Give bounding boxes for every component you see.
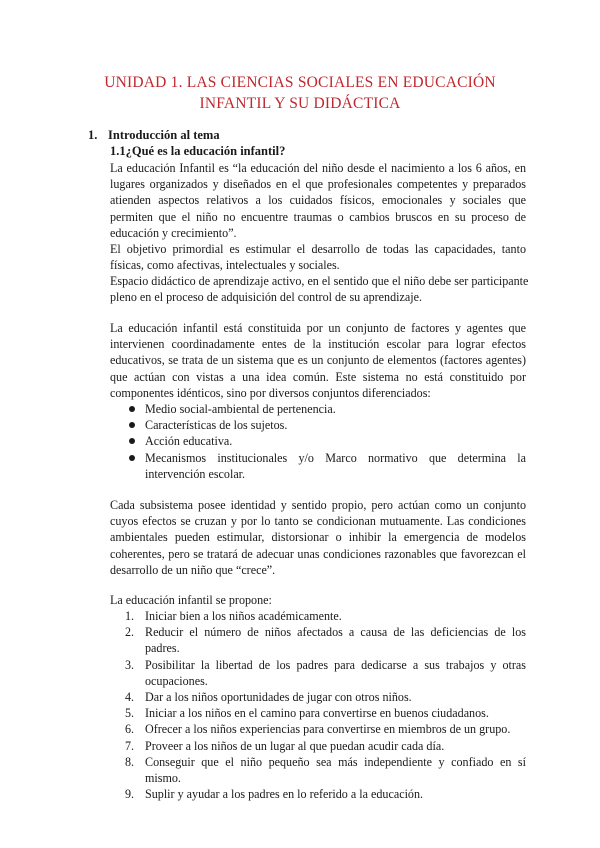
- paragraph-line: componentes idénticos, sino por diversos conjuntos diferenciados:: [110, 385, 431, 400]
- bullet-item: [110, 433, 526, 449]
- item-text: Iniciar a los niños en el camino para convertirse en buenos ciudadanos.: [145, 706, 489, 721]
- paragraph-line: La educación infantil se propone:: [110, 593, 272, 607]
- bullet-text: Acción educativa.: [145, 434, 233, 449]
- numbered-item: [110, 721, 526, 737]
- paragraph-line: Espacio didáctico de aprendizaje activo, en el sentido que el niño debe ser participante: [110, 274, 529, 288]
- numbered-item: [110, 689, 526, 705]
- item-number: 1.: [125, 609, 135, 623]
- paragraph-line: La educación Infantil es “la educación del niño desde el nacimiento a los 6 años, en: [110, 161, 526, 175]
- bullet-item: [110, 401, 526, 417]
- numbered-item: [110, 705, 526, 721]
- paragraph-definition: [110, 160, 526, 241]
- bullet-text: Características de los sujetos.: [145, 418, 288, 433]
- paragraph-line: atienden aspectos relativos a los cuidados físicos, emocionales y sociales que: [110, 193, 526, 208]
- numbered-list: [110, 608, 526, 802]
- paragraph-line: intervienen coordinadamente entes de la institución escolar para lograr efectos: [110, 337, 526, 352]
- paragraph-line: El objetivo primordial es estimular el desarrollo de todas las capacidades, tanto: [110, 242, 526, 256]
- numbered-item: [110, 754, 526, 786]
- item-number: 9.: [125, 787, 135, 802]
- bullet-dot-icon: [129, 438, 135, 444]
- item-number: 5.: [125, 706, 135, 721]
- bullet-text: Mecanismos institucionales y/o Marco normativo que determina la intervención escolar.: [145, 450, 526, 481]
- numbered-item: [110, 786, 526, 802]
- bullet-text: Medio social-ambiental de pertenencia.: [145, 402, 336, 416]
- bullet-dot-icon: [129, 422, 135, 428]
- bullet-dot-icon: [129, 455, 135, 461]
- subsection-heading: 1.1¿Qué es la educación infantil?: [110, 144, 286, 158]
- numbered-item: [110, 624, 526, 656]
- item-number: 7.: [125, 738, 135, 753]
- paragraph-line: pleno en el proceso de adquisición del control de su aprendizaje.: [110, 290, 422, 305]
- bullet-item: [110, 417, 526, 433]
- paragraph-system: [110, 320, 526, 401]
- paragraph-line: educación y crecimiento”.: [110, 225, 237, 240]
- item-number: 8.: [125, 754, 135, 769]
- item-text: Iniciar bien a los niños académicamente.: [145, 609, 342, 623]
- numbered-item: [110, 608, 526, 624]
- paragraph-line: coherentes, pero se tratará de adecuar unas condiciones razonables que favorezcan el: [110, 546, 526, 561]
- item-text: Proveer a los niños de un lugar al que puedan acudir cada día.: [145, 738, 445, 753]
- paragraph-subsystems: [110, 497, 526, 578]
- paragraph-line: La educación infantil está constituida por un conjunto de factores y agentes que: [110, 321, 526, 335]
- title-line-1: UNIDAD 1. LAS CIENCIAS SOCIALES EN EDUCACIÓN: [104, 74, 496, 91]
- bullet-list: [110, 401, 526, 482]
- paragraph-space: [110, 273, 529, 305]
- paragraph-line: desarrollo de un niño que “crece”.: [110, 562, 276, 577]
- item-text: Suplir y ayudar a los padres en lo referido a la educación.: [145, 787, 424, 802]
- item-number: 6.: [125, 722, 135, 737]
- paragraph-line: educativos, se trata de un sistema que es un conjunto de elementos (factores agentes): [110, 353, 526, 368]
- section-heading: [88, 128, 220, 143]
- item-number: 4.: [125, 690, 135, 705]
- numbered-item: [110, 738, 526, 754]
- bullet-dot-icon: [129, 406, 135, 412]
- document-title: [60, 72, 540, 114]
- paragraph-line: ambientales pueden estimular, distorsionar o inhibir la emergencia de modelos: [110, 530, 526, 545]
- paragraph-line: Cada subsistema posee identidad y sentido propio, pero actúan como un conjunto: [110, 498, 526, 512]
- item-number: 3.: [125, 657, 135, 672]
- paragraph-aims-intro: [110, 592, 526, 608]
- section-label: Introducción al tema: [108, 128, 220, 142]
- numbered-item: [110, 657, 526, 689]
- paragraph-line: cuyos efectos se cruzan y por lo tanto se condicionan mutuamente. Las condiciones: [110, 514, 526, 529]
- paragraph-line: físicas, como afectivas, intelectuales y sociales.: [110, 258, 340, 273]
- item-text: Posibilitar la libertad de los padres para dedicarse a sus trabajos y otras ocupaciones.: [145, 657, 526, 688]
- bullet-item: [110, 450, 526, 482]
- title-line-2: INFANTIL Y SU DIDÁCTICA: [199, 95, 401, 112]
- paragraph-line: que actúan con vistas a una idea común. Este sistema no está constituido por: [110, 369, 526, 384]
- item-text: Conseguir que el niño pequeño sea más independiente y confiado en sí mismo.: [145, 754, 526, 786]
- paragraph-objective: [110, 241, 526, 273]
- paragraph-line: lugares organizados y diseñados en el que profesionales competentes y preparados: [110, 177, 526, 192]
- item-number: 2.: [125, 625, 135, 640]
- item-text: Dar a los niños oportunidades de jugar con otros niños.: [145, 690, 412, 705]
- section-number: 1.: [88, 128, 98, 142]
- item-text: Ofrecer a los niños experiencias para convertirse en miembros de un grupo.: [145, 722, 511, 737]
- paragraph-line: permiten que el niño no encuentre traumas o cambios bruscos en su proceso de: [110, 209, 526, 224]
- item-text: Reducir el número de niños afectados a causa de las deficiencias de los padres.: [145, 625, 526, 656]
